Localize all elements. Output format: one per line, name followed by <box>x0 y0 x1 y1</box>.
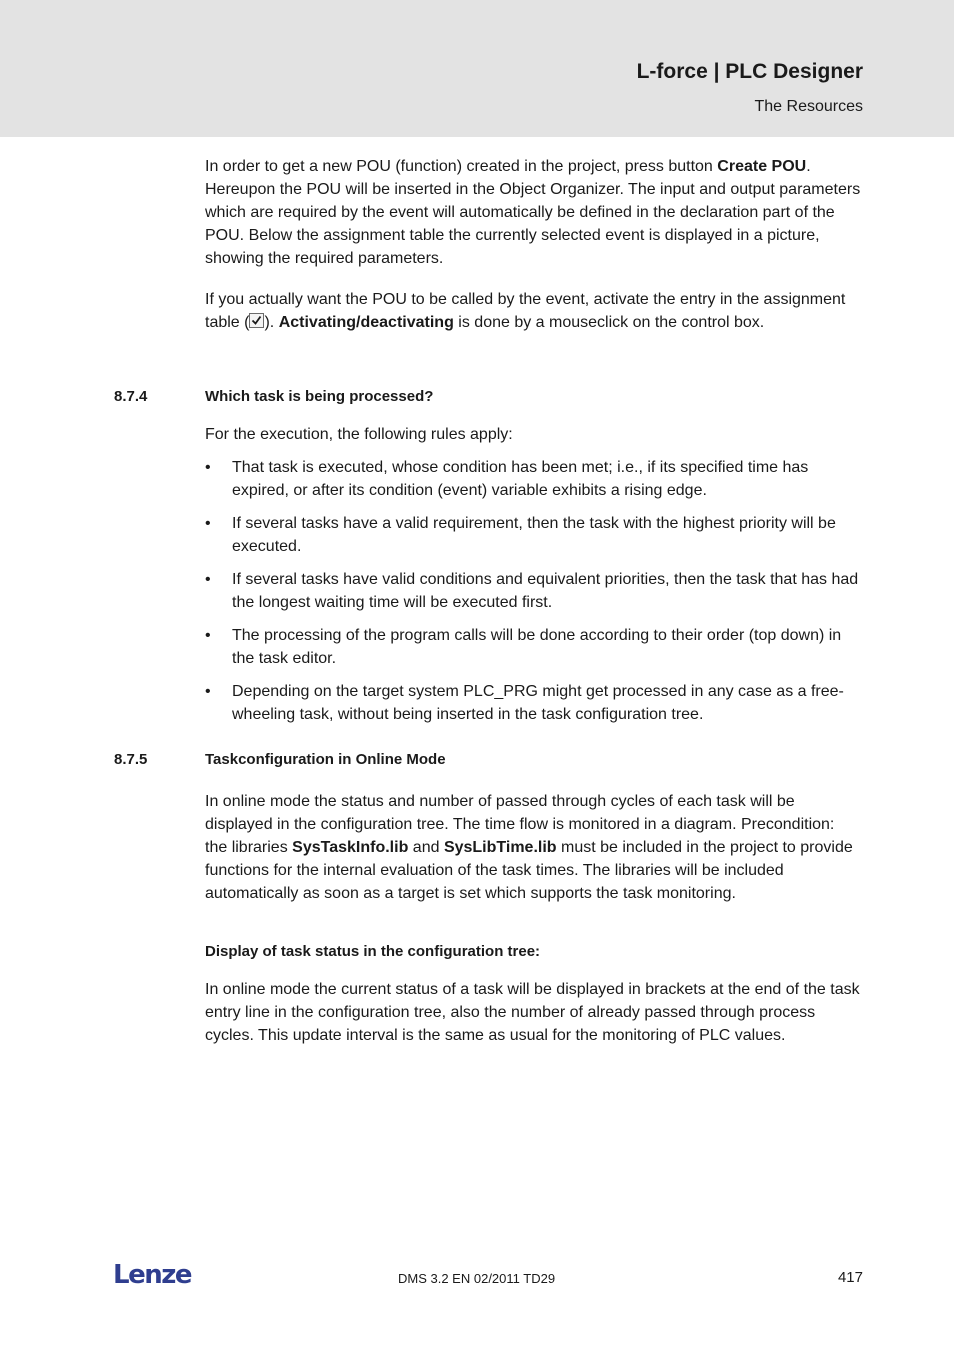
lenze-logo: Lenze <box>113 1260 191 1290</box>
section-875-paragraph-2: In online mode the current status of a task will be displayed in brackets at the end of the task entry line in the configuration tree, also the number of already passed through process cycles. This update interval is the same as usual for the monitoring of PLC values. <box>205 981 860 1044</box>
section-875-paragraph-1: In online mode the status and number of passed through cycles of each task will be displayed in the configuration tree. The time flow is monitored in a diagram. Precondition: the libraries SysTaskInfo.lib and SysLibTime.lib must be included in the project to provide functions for the internal evaluation of the task times. The libraries will be included automatically as soon as a target is set which supports the task monitoring. <box>205 793 853 902</box>
bullet-dot: • <box>205 683 211 700</box>
activating-term: Activating/deactivating <box>278 314 454 331</box>
bullet-dot: • <box>205 515 211 532</box>
page-number: 417 <box>837 1269 863 1286</box>
section-title-874: Which task is being processed? <box>205 388 434 405</box>
section-number-874: 8.7.4 <box>114 388 148 405</box>
section-title-875: Taskconfiguration in Online Mode <box>205 751 446 768</box>
bullet-dot: • <box>205 627 211 644</box>
syslibtime-lib-term: SysLibTime.lib <box>443 839 557 856</box>
document-reference: DMS 3.2 EN 02/2011 TD29 <box>398 1271 556 1286</box>
chapter-title: The Resources <box>754 98 863 115</box>
intro-paragraph-2: If you actually want the POU to be called by the event, activate the entry in the assignment table ( ). Activating/deactivating is done by a mouseclick on the control box. <box>205 291 846 331</box>
create-pou-term: Create POU <box>717 158 807 175</box>
bullet-dot: • <box>205 459 211 476</box>
section-number-875: 8.7.5 <box>114 751 148 768</box>
header-band <box>0 0 954 137</box>
bullet-dot: • <box>205 571 211 588</box>
product-title: L-force | PLC Designer <box>636 60 863 83</box>
task-status-subheading: Display of task status in the configuration tree: <box>205 943 541 960</box>
intro-paragraph-1: In order to get a new POU (function) created in the project, press button Create POU. Hereupon the POU will be inserted in the Object Organizer. The input and output parameters which are required by the event will automatically be defined in the declaration part of the POU. Below the assignment table the currently selected event is displayed in a picture, showing the required parameters. <box>205 158 861 267</box>
section-874-lead: For the execution, the following rules apply: <box>205 426 513 443</box>
checked-checkbox-icon <box>249 313 264 328</box>
systaskinfo-lib-term: SysTaskInfo.lib <box>292 839 409 856</box>
